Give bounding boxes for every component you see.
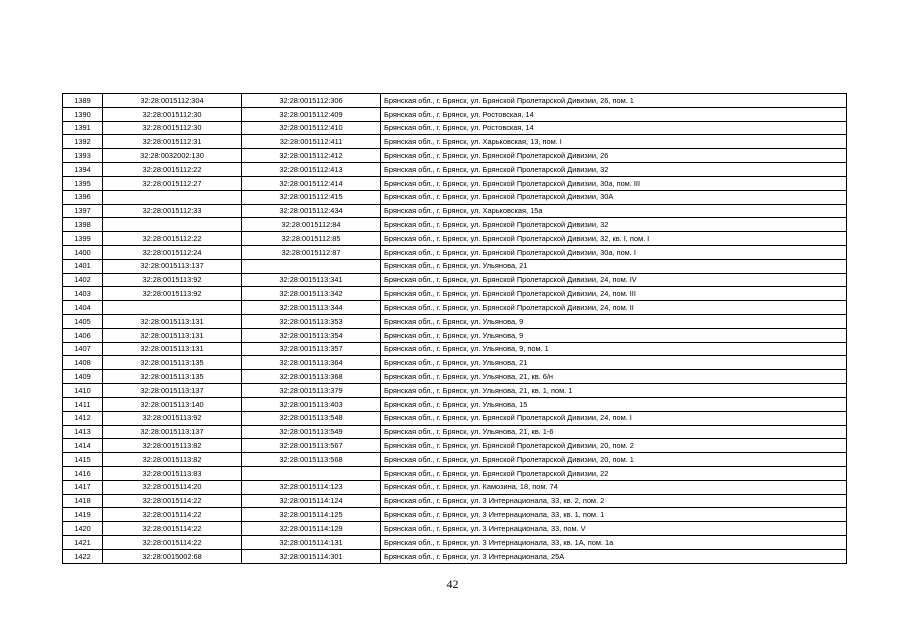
- cadastral-number-cell: 32:28:0015113:83: [103, 466, 242, 480]
- cadastral-number-cell: 32:28:0015002:68: [103, 549, 242, 563]
- cadastral-number-cell: 32:28:0015113:82: [103, 453, 242, 467]
- cadastral-number-cell: 32:28:0015112:30: [103, 121, 242, 135]
- address-cell: Брянская обл., г. Брянск, ул. Ульянова, 21: [381, 356, 847, 370]
- table-row: [63, 287, 847, 301]
- object-cadastral-number-cell: 32:28:0015112:414: [242, 176, 381, 190]
- table-row: [63, 439, 847, 453]
- row-number-cell: 1419: [63, 508, 103, 522]
- row-number-cell: 1407: [63, 342, 103, 356]
- row-number-cell: 1416: [63, 466, 103, 480]
- object-cadastral-number-cell: 32:28:0015113:379: [242, 384, 381, 398]
- object-cadastral-number-cell: [242, 259, 381, 273]
- cadastral-number-cell: 32:28:0015114:22: [103, 508, 242, 522]
- cadastral-number-cell: 32:28:0015112:30: [103, 107, 242, 121]
- table-row: [63, 480, 847, 494]
- object-cadastral-number-cell: 32:28:0015114:301: [242, 549, 381, 563]
- row-number-cell: 1405: [63, 315, 103, 329]
- address-cell: Брянская обл., г. Брянск, ул. Брянской Пролетарской Дивизии, 20, пом. 1: [381, 453, 847, 467]
- address-cell: Брянская обл., г. Брянск, ул. Камозина, 18, пом. 74: [381, 480, 847, 494]
- row-number-cell: 1418: [63, 494, 103, 508]
- cadastral-number-cell: 32:28:0015112:33: [103, 204, 242, 218]
- row-number-cell: 1389: [63, 94, 103, 108]
- table-row: [63, 425, 847, 439]
- row-number-cell: 1393: [63, 149, 103, 163]
- table-row: [63, 453, 847, 467]
- row-number-cell: 1404: [63, 301, 103, 315]
- object-cadastral-number-cell: 32:28:0015112:84: [242, 218, 381, 232]
- row-number-cell: 1417: [63, 480, 103, 494]
- object-cadastral-number-cell: 32:28:0015112:85: [242, 232, 381, 246]
- row-number-cell: 1398: [63, 218, 103, 232]
- address-cell: Брянская обл., г. Брянск, ул. Брянской Пролетарской Дивизии, 22: [381, 466, 847, 480]
- row-number-cell: 1408: [63, 356, 103, 370]
- row-number-cell: 1403: [63, 287, 103, 301]
- address-cell: Брянская обл., г. Брянск, ул. Ростовская, 14: [381, 107, 847, 121]
- row-number-cell: 1409: [63, 370, 103, 384]
- object-cadastral-number-cell: 32:28:0015113:364: [242, 356, 381, 370]
- object-cadastral-number-cell: 32:28:0015113:368: [242, 370, 381, 384]
- object-cadastral-number-cell: 32:28:0015112:409: [242, 107, 381, 121]
- object-cadastral-number-cell: 32:28:0015112:413: [242, 163, 381, 177]
- cadastral-number-cell: 32:28:0015114:22: [103, 536, 242, 550]
- table-row: [63, 149, 847, 163]
- address-cell: Брянская обл., г. Брянск, ул. 3 Интернационала, 33, пом. V: [381, 522, 847, 536]
- row-number-cell: 1402: [63, 273, 103, 287]
- row-number-cell: 1422: [63, 549, 103, 563]
- cadastral-number-cell: 32:28:0015113:92: [103, 411, 242, 425]
- table-row: [63, 301, 847, 315]
- table-row: [63, 273, 847, 287]
- object-cadastral-number-cell: 32:28:0015114:123: [242, 480, 381, 494]
- address-cell: Брянская обл., г. Брянск, ул. Ростовская, 14: [381, 121, 847, 135]
- address-cell: Брянская обл., г. Брянск, ул. Брянской Пролетарской Дивизии, 24, пом. IV: [381, 273, 847, 287]
- table-row: [63, 328, 847, 342]
- address-cell: Брянская обл., г. Брянск, ул. Ульянова, 15: [381, 397, 847, 411]
- cadastral-number-cell: 32:28:0015113:92: [103, 287, 242, 301]
- table-row: [63, 204, 847, 218]
- row-number-cell: 1413: [63, 425, 103, 439]
- address-cell: Брянская обл., г. Брянск, ул. Брянской Пролетарской Дивизии, 32: [381, 218, 847, 232]
- row-number-cell: 1397: [63, 204, 103, 218]
- address-cell: Брянская обл., г. Брянск, ул. Харьковская, 15а: [381, 204, 847, 218]
- table-row: [63, 536, 847, 550]
- table-row: [63, 218, 847, 232]
- address-cell: Брянская обл., г. Брянск, ул. Брянской Пролетарской Дивизии, 24, пом. II: [381, 301, 847, 315]
- table-row: [63, 494, 847, 508]
- cadastral-number-cell: 32:28:0032002:130: [103, 149, 242, 163]
- row-number-cell: 1394: [63, 163, 103, 177]
- object-cadastral-number-cell: 32:28:0015113:342: [242, 287, 381, 301]
- row-number-cell: 1400: [63, 245, 103, 259]
- cadastral-number-cell: 32:28:0015113:137: [103, 384, 242, 398]
- register-table-body: [63, 94, 847, 564]
- cadastral-number-cell: 32:28:0015114:22: [103, 494, 242, 508]
- address-cell: Брянская обл., г. Брянск, ул. Ульянова, 9: [381, 328, 847, 342]
- object-cadastral-number-cell: 32:28:0015113:549: [242, 425, 381, 439]
- cadastral-number-cell: 32:28:0015112:304: [103, 94, 242, 108]
- row-number-cell: 1410: [63, 384, 103, 398]
- row-number-cell: 1421: [63, 536, 103, 550]
- address-cell: Брянская обл., г. Брянск, ул. Ульянова, 21, кв. 1-6: [381, 425, 847, 439]
- address-cell: Брянская обл., г. Брянск, ул. Брянской Пролетарской Дивизии, 30а, пом. III: [381, 176, 847, 190]
- page-number: 42: [446, 577, 459, 591]
- object-cadastral-number-cell: 32:28:0015113:344: [242, 301, 381, 315]
- object-cadastral-number-cell: 32:28:0015114:129: [242, 522, 381, 536]
- address-cell: Брянская обл., г. Брянск, ул. Брянской Пролетарской Дивизии, 30а, пом. I: [381, 245, 847, 259]
- object-cadastral-number-cell: 32:28:0015112:412: [242, 149, 381, 163]
- table-row: [63, 315, 847, 329]
- address-cell: Брянская обл., г. Брянск, ул. Ульянова, 21, кв. 6/н: [381, 370, 847, 384]
- table-row: [63, 356, 847, 370]
- cadastral-number-cell: 32:28:0015114:20: [103, 480, 242, 494]
- object-cadastral-number-cell: [242, 466, 381, 480]
- table-row: [63, 397, 847, 411]
- cadastral-number-cell: 32:28:0015112:22: [103, 163, 242, 177]
- table-row: [63, 508, 847, 522]
- table-row: [63, 384, 847, 398]
- address-cell: Брянская обл., г. Брянск, ул. Ульянова, 21: [381, 259, 847, 273]
- row-number-cell: 1391: [63, 121, 103, 135]
- address-cell: Брянская обл., г. Брянск, ул. 3 Интернационала, 33, кв. 2, пом. 2: [381, 494, 847, 508]
- cadastral-number-cell: 32:28:0015113:131: [103, 315, 242, 329]
- address-cell: Брянская обл., г. Брянск, ул. 3 Интернационала, 33, кв. 1А, пом. 1а: [381, 536, 847, 550]
- address-cell: Брянская обл., г. Брянск, ул. Брянской Пролетарской Дивизии, 30А: [381, 190, 847, 204]
- object-cadastral-number-cell: 32:28:0015113:353: [242, 315, 381, 329]
- cadastral-number-cell: 32:28:0015113:82: [103, 439, 242, 453]
- table-row: [63, 176, 847, 190]
- cadastral-number-cell: 32:28:0015113:131: [103, 328, 242, 342]
- address-cell: Брянская обл., г. Брянск, ул. Ульянова, 21, кв. 1, пом. 1: [381, 384, 847, 398]
- row-number-cell: 1395: [63, 176, 103, 190]
- row-number-cell: 1406: [63, 328, 103, 342]
- row-number-cell: 1401: [63, 259, 103, 273]
- address-cell: Брянская обл., г. Брянск, ул. Брянской Пролетарской Дивизии, 26, пом. 1: [381, 94, 847, 108]
- object-cadastral-number-cell: 32:28:0015113:357: [242, 342, 381, 356]
- address-cell: Брянская обл., г. Брянск, ул. Харьковская, 13, пом. I: [381, 135, 847, 149]
- address-cell: Брянская обл., г. Брянск, ул. Брянской Пролетарской Дивизии, 24, пом. III: [381, 287, 847, 301]
- address-cell: Брянская обл., г. Брянск, ул. Брянской Пролетарской Дивизии, 32, кв. I, пом. I: [381, 232, 847, 246]
- table-row: [63, 466, 847, 480]
- cadastral-number-cell: 32:28:0015113:135: [103, 370, 242, 384]
- address-cell: Брянская обл., г. Брянск, ул. Брянской Пролетарской Дивизии, 24, пом. I: [381, 411, 847, 425]
- row-number-cell: 1420: [63, 522, 103, 536]
- table-row: [63, 121, 847, 135]
- address-cell: Брянская обл., г. Брянск, ул. Ульянова, 9: [381, 315, 847, 329]
- table-row: [63, 94, 847, 108]
- cadastral-number-cell: 32:28:0015113:131: [103, 342, 242, 356]
- row-number-cell: 1399: [63, 232, 103, 246]
- object-cadastral-number-cell: 32:28:0015114:124: [242, 494, 381, 508]
- address-cell: Брянская обл., г. Брянск, ул. Брянской Пролетарской Дивизии, 26: [381, 149, 847, 163]
- table-row: [63, 522, 847, 536]
- address-cell: Брянская обл., г. Брянск, ул. Брянской Пролетарской Дивизии, 32: [381, 163, 847, 177]
- row-number-cell: 1414: [63, 439, 103, 453]
- table-row: [63, 370, 847, 384]
- cadastral-number-cell: 32:28:0015112:24: [103, 245, 242, 259]
- cadastral-number-cell: 32:28:0015113:137: [103, 425, 242, 439]
- cadastral-number-cell: 32:28:0015113:135: [103, 356, 242, 370]
- object-cadastral-number-cell: 32:28:0015113:354: [242, 328, 381, 342]
- address-cell: Брянская обл., г. Брянск, ул. Брянской Пролетарской Дивизии, 20, пом. 2: [381, 439, 847, 453]
- object-cadastral-number-cell: 32:28:0015113:568: [242, 453, 381, 467]
- object-cadastral-number-cell: 32:28:0015113:548: [242, 411, 381, 425]
- table-row: [63, 232, 847, 246]
- cadastral-number-cell: 32:28:0015113:140: [103, 397, 242, 411]
- cadastral-number-cell: 32:28:0015112:31: [103, 135, 242, 149]
- table-row: [63, 190, 847, 204]
- cadastral-number-cell: 32:28:0015112:27: [103, 176, 242, 190]
- address-cell: Брянская обл., г. Брянск, ул. 3 Интернационала, 25А: [381, 549, 847, 563]
- object-cadastral-number-cell: 32:28:0015114:125: [242, 508, 381, 522]
- object-cadastral-number-cell: 32:28:0015112:87: [242, 245, 381, 259]
- cadastral-number-cell: 32:28:0015112:22: [103, 232, 242, 246]
- register-table: [62, 93, 847, 564]
- table-row: [63, 259, 847, 273]
- table-row: [63, 342, 847, 356]
- object-cadastral-number-cell: 32:28:0015114:131: [242, 536, 381, 550]
- table-row: [63, 411, 847, 425]
- table-row: [63, 549, 847, 563]
- table-row: [63, 107, 847, 121]
- object-cadastral-number-cell: 32:28:0015112:306: [242, 94, 381, 108]
- object-cadastral-number-cell: 32:28:0015112:410: [242, 121, 381, 135]
- object-cadastral-number-cell: 32:28:0015113:567: [242, 439, 381, 453]
- row-number-cell: 1412: [63, 411, 103, 425]
- row-number-cell: 1392: [63, 135, 103, 149]
- object-cadastral-number-cell: 32:28:0015113:341: [242, 273, 381, 287]
- cadastral-number-cell: 32:28:0015114:22: [103, 522, 242, 536]
- row-number-cell: 1411: [63, 397, 103, 411]
- cadastral-number-cell: [103, 218, 242, 232]
- object-cadastral-number-cell: 32:28:0015112:411: [242, 135, 381, 149]
- table-row: [63, 245, 847, 259]
- cadastral-number-cell: 32:28:0015113:137: [103, 259, 242, 273]
- table-row: [63, 135, 847, 149]
- row-number-cell: 1390: [63, 107, 103, 121]
- object-cadastral-number-cell: 32:28:0015113:403: [242, 397, 381, 411]
- cadastral-number-cell: [103, 301, 242, 315]
- table-row: [63, 163, 847, 177]
- row-number-cell: 1396: [63, 190, 103, 204]
- cadastral-number-cell: 32:28:0015113:92: [103, 273, 242, 287]
- address-cell: Брянская обл., г. Брянск, ул. Ульянова, 9, пом. 1: [381, 342, 847, 356]
- address-cell: Брянская обл., г. Брянск, ул. 3 Интернационала, 33, кв. 1, пом. 1: [381, 508, 847, 522]
- object-cadastral-number-cell: 32:28:0015112:415: [242, 190, 381, 204]
- object-cadastral-number-cell: 32:28:0015112:434: [242, 204, 381, 218]
- cadastral-number-cell: [103, 190, 242, 204]
- row-number-cell: 1415: [63, 453, 103, 467]
